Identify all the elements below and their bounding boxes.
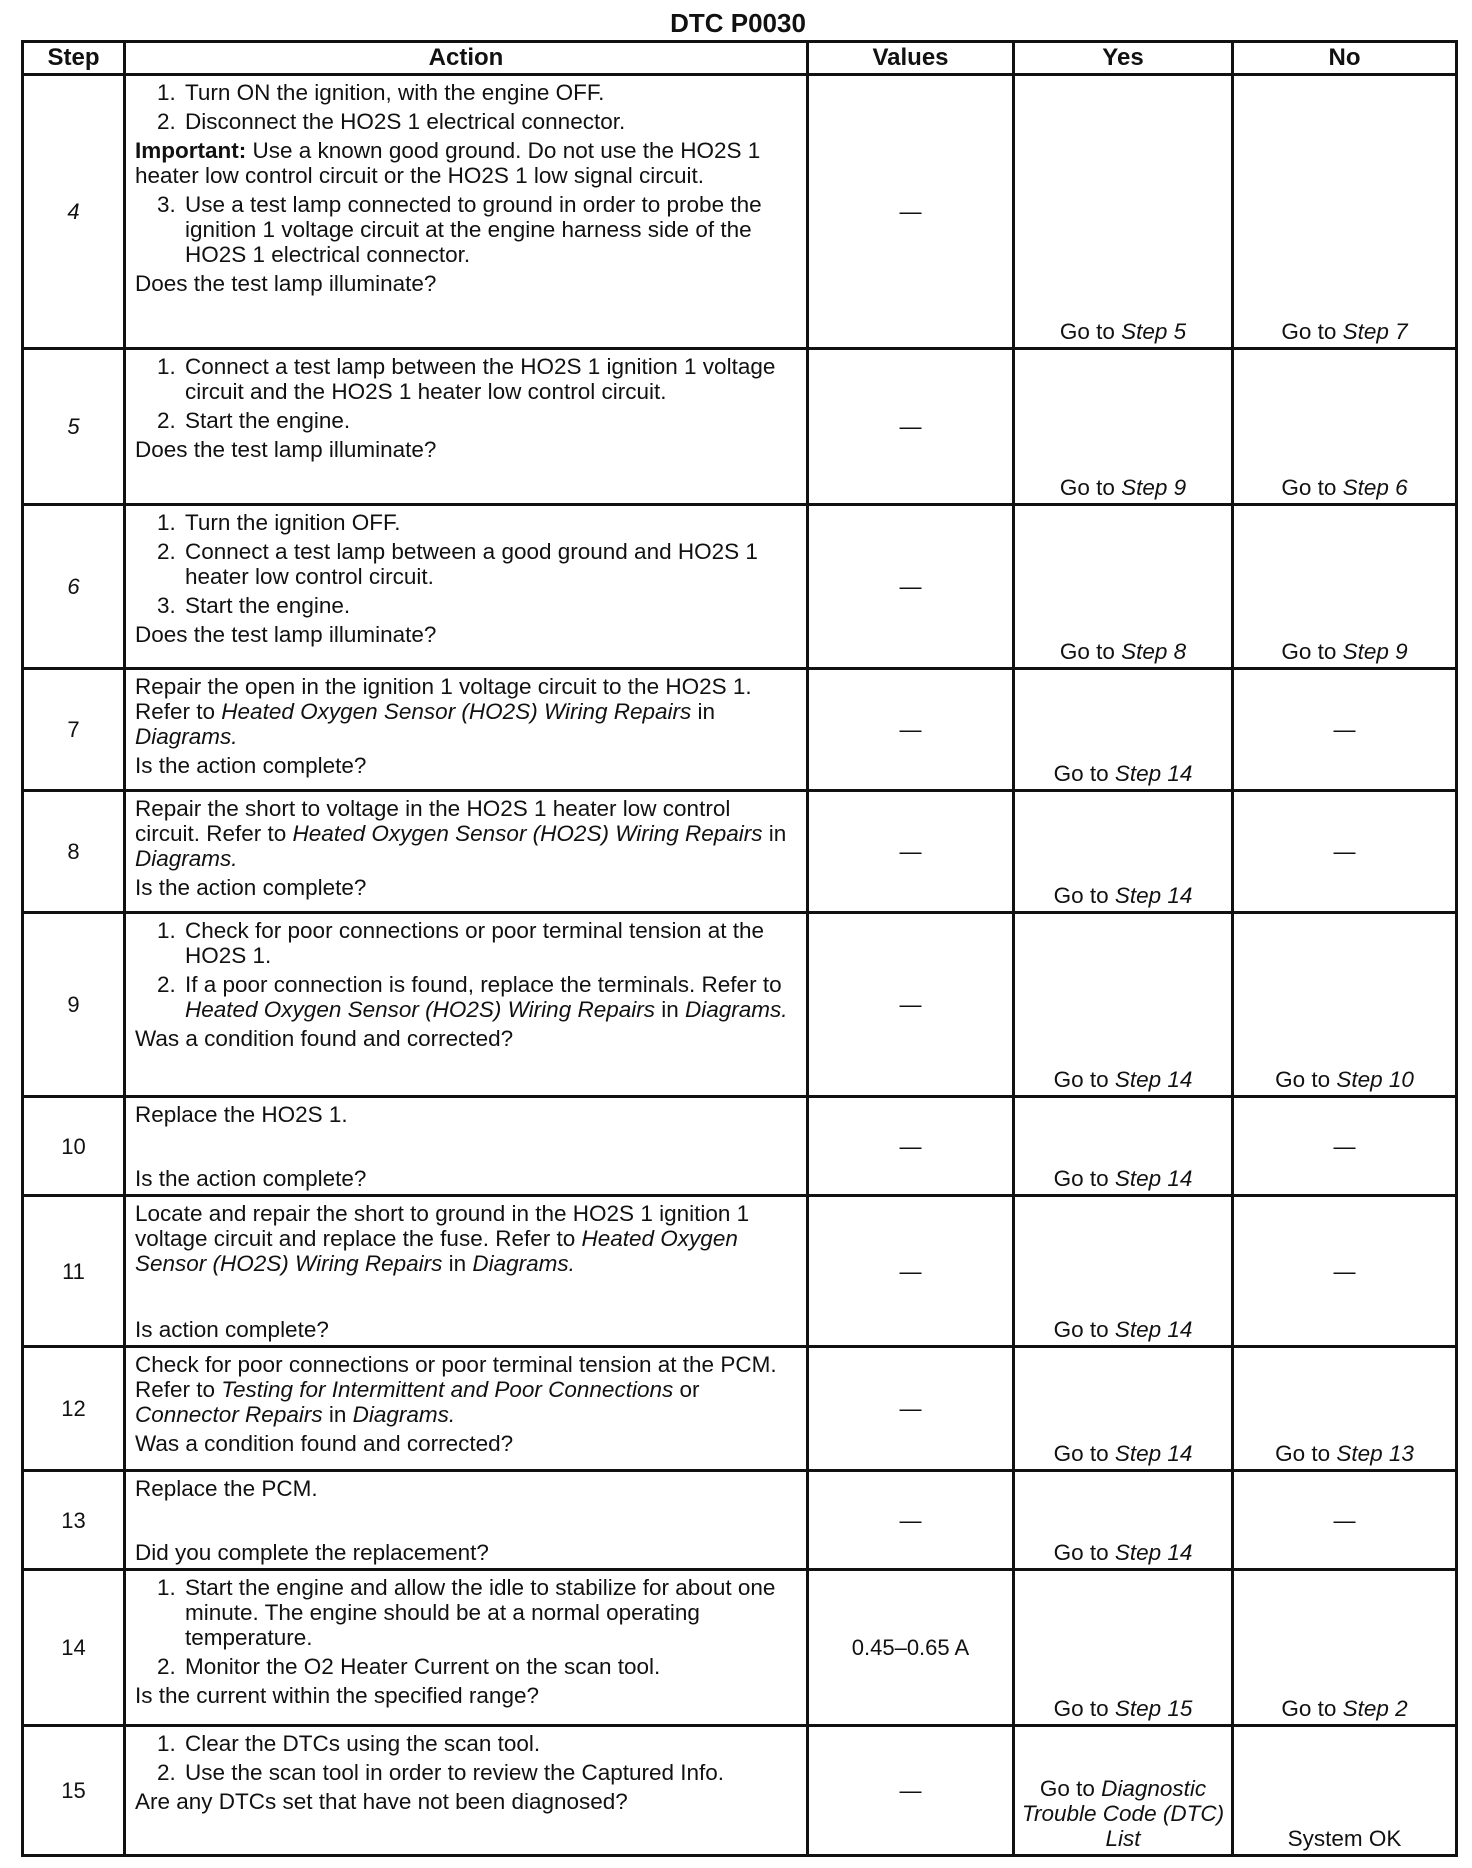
action-cell: [125, 913, 808, 1097]
step-number: 11: [23, 1196, 125, 1347]
no-cell: [1233, 75, 1457, 349]
no-step-link: Step 9: [1342, 639, 1408, 664]
header-no: No: [1233, 42, 1457, 75]
yes-cell: [1014, 505, 1233, 669]
reference-link: Testing for Intermittent and Poor Connections: [221, 1377, 674, 1402]
table-row-step-14: [23, 1570, 1457, 1726]
important-label: Important:: [135, 138, 247, 163]
action-question: Was a condition found and corrected?: [135, 1026, 514, 1051]
list-number: 3.: [157, 192, 176, 217]
table-row-step-15: [23, 1726, 1457, 1856]
value-cell: —: [808, 75, 1014, 349]
table-row-step-10: [23, 1097, 1457, 1196]
action-text: [135, 1201, 798, 1313]
no-cell: —: [1233, 1097, 1457, 1196]
step-number: 14: [23, 1570, 125, 1726]
yes-prefix: Go to: [1053, 1696, 1115, 1721]
action-text-part: in: [691, 699, 716, 724]
value-cell: —: [808, 913, 1014, 1097]
no-step-link: Step 7: [1342, 319, 1408, 344]
important-text: Use a known good ground. Do not use the HO2S 1 heater low control circuit or the HO2S 1 low signal circuit.: [135, 138, 761, 188]
table-row-step-6: [23, 505, 1457, 669]
action-question: Does the test lamp illuminate?: [135, 622, 437, 647]
header-action: Action: [125, 42, 808, 75]
action-item: Start the engine and allow the idle to stabilize for about one minute. The engine should be at a normal operating temperature.: [185, 1575, 776, 1650]
yes-cell: [1014, 1097, 1233, 1196]
action-cell: [125, 1570, 808, 1726]
action-text-part: or: [673, 1377, 700, 1402]
reference-link: Diagrams.: [135, 846, 238, 871]
action-body: [135, 1476, 798, 1565]
value-cell: —: [808, 669, 1014, 791]
yes-step-link: Step 15: [1114, 1696, 1193, 1721]
action-item: Check for poor connections or poor terminal tension at the HO2S 1.: [185, 918, 765, 968]
yes-step-link: Step 14: [1114, 883, 1193, 908]
action-question: Is the current within the specified range?: [135, 1683, 539, 1708]
no-cell: —: [1233, 791, 1457, 913]
yes-cell: [1014, 669, 1233, 791]
action-text: Replace the PCM.: [135, 1476, 318, 1501]
action-text-part: Repair the short to voltage in the HO2S 1 heater low control circuit. Refer to: [135, 796, 731, 846]
no-cell: [1233, 1570, 1457, 1726]
yes-prefix: Go to: [1059, 639, 1122, 664]
header-values: Values: [808, 42, 1014, 75]
table-row-step-11: [23, 1196, 1457, 1347]
step-number: 12: [23, 1347, 125, 1471]
header-yes: Yes: [1014, 42, 1233, 75]
step-number: 10: [23, 1097, 125, 1196]
table-row-step-12: [23, 1347, 1457, 1471]
action-body: [135, 1201, 798, 1342]
action-text-part: Locate and repair the short to ground in the HO2S 1 ignition 1 voltage circuit and replace the fuse. Refer to: [135, 1201, 750, 1251]
no-cell: [1233, 1347, 1457, 1471]
action-cell: [125, 1726, 808, 1856]
no-prefix: Go to: [1281, 1696, 1343, 1721]
diagnostic-table: [21, 40, 1458, 1857]
step-number: 13: [23, 1471, 125, 1570]
action-text-part: in: [654, 997, 685, 1022]
yes-cell: [1014, 1471, 1233, 1570]
action-cell: [125, 1196, 808, 1347]
action-text-part: Check for poor connections or poor terminal tension at the PCM. Refer to: [135, 1352, 777, 1402]
list-number: 1.: [157, 80, 176, 105]
list-number: 1.: [157, 1731, 176, 1756]
action-text: [135, 796, 798, 871]
yes-step-link: Step 14: [1114, 1166, 1193, 1191]
action-text: Replace the HO2S 1.: [135, 1102, 348, 1127]
step-number: 8: [23, 791, 125, 913]
step-number: 5: [23, 349, 125, 505]
no-cell: System OK: [1233, 1726, 1457, 1856]
action-text: [135, 1352, 798, 1427]
value-cell: 0.45–0.65 A: [808, 1570, 1014, 1726]
action-item: Start the engine.: [185, 408, 351, 433]
reference-link: Heated Oxygen Sensor (HO2S) Wiring Repairs: [221, 699, 692, 724]
action-item: Turn the ignition OFF.: [185, 510, 401, 535]
yes-cell: [1014, 1347, 1233, 1471]
reference-link: Connector Repairs: [135, 1402, 323, 1427]
yes-step-link: Step 14: [1114, 761, 1193, 786]
table-row-step-7: [23, 669, 1457, 791]
yes-step-link: Step 14: [1114, 1540, 1193, 1565]
table-row-step-8: [23, 791, 1457, 913]
value-cell: —: [808, 1097, 1014, 1196]
list-number: 1.: [157, 1575, 176, 1600]
no-prefix: Go to: [1281, 475, 1343, 500]
reference-link: Diagrams.: [135, 724, 238, 749]
reference-link: Heated Oxygen Sensor (HO2S) Wiring Repairs: [135, 1226, 738, 1276]
action-cell: [125, 1097, 808, 1196]
yes-step-link: Step 14: [1114, 1441, 1193, 1466]
no-cell: [1233, 913, 1457, 1097]
reference-link: Heated Oxygen Sensor (HO2S) Wiring Repairs: [292, 821, 763, 846]
action-question: Are any DTCs set that have not been diagnosed?: [135, 1789, 628, 1814]
list-number: 2.: [157, 1654, 176, 1679]
yes-step-link: Step 9: [1121, 475, 1187, 500]
list-number: 2.: [157, 972, 176, 997]
step-number: 15: [23, 1726, 125, 1856]
header-row: [23, 42, 1457, 75]
no-step-link: Step 6: [1342, 475, 1408, 500]
value-cell: —: [808, 349, 1014, 505]
no-prefix: Go to: [1281, 639, 1343, 664]
action-text: [135, 674, 798, 749]
action-item: Turn ON the ignition, with the engine OFF.: [185, 80, 605, 105]
step-number: 4: [23, 75, 125, 349]
action-question: Does the test lamp illuminate?: [135, 437, 437, 462]
list-number: 2.: [157, 539, 176, 564]
yes-prefix: Go to: [1059, 475, 1122, 500]
action-question: Is the action complete?: [135, 875, 367, 900]
no-cell: —: [1233, 669, 1457, 791]
value-cell: —: [808, 1726, 1014, 1856]
action-cell: [125, 349, 808, 505]
list-number: 1.: [157, 918, 176, 943]
step-number: 9: [23, 913, 125, 1097]
yes-cell: [1014, 75, 1233, 349]
yes-cell: [1014, 913, 1233, 1097]
list-number: 1.: [157, 510, 176, 535]
action-question: Is the action complete?: [135, 753, 367, 778]
yes-prefix: Go to: [1053, 1166, 1115, 1191]
no-prefix: Go to: [1281, 319, 1343, 344]
action-item: Connect a test lamp between the HO2S 1 ignition 1 voltage circuit and the HO2S 1 heater low control circuit.: [185, 354, 776, 404]
action-cell: [125, 669, 808, 791]
no-cell: [1233, 349, 1457, 505]
action-cell: [125, 1471, 808, 1570]
action-item: [185, 972, 798, 1022]
no-step-link: Step 13: [1336, 1441, 1414, 1466]
action-item: Monitor the O2 Heater Current on the scan tool.: [185, 1654, 661, 1679]
step-number: 7: [23, 669, 125, 791]
yes-step-link: Step 5: [1121, 319, 1187, 344]
list-number: 2.: [157, 1760, 176, 1785]
reference-link: Diagrams.: [472, 1251, 575, 1276]
important-note: [135, 138, 798, 188]
value-cell: —: [808, 505, 1014, 669]
table-row-step-13: [23, 1471, 1457, 1570]
action-item: Disconnect the HO2S 1 electrical connector.: [185, 109, 626, 134]
action-text-part: in: [322, 1402, 353, 1427]
reference-link: Heated Oxygen Sensor (HO2S) Wiring Repairs: [185, 997, 655, 1022]
action-text-part: in: [762, 821, 787, 846]
no-prefix: Go to: [1275, 1441, 1337, 1466]
value-cell: —: [808, 1471, 1014, 1570]
yes-prefix: Go to: [1053, 761, 1115, 786]
yes-step-link: Step 8: [1121, 639, 1187, 664]
step-number: 6: [23, 505, 125, 669]
yes-step-link: Step 14: [1114, 1317, 1193, 1342]
yes-cell: [1014, 791, 1233, 913]
action-cell: [125, 505, 808, 669]
no-cell: —: [1233, 1471, 1457, 1570]
action-text-part: If a poor connection is found, replace the terminals. Refer to: [185, 972, 782, 997]
value-cell: —: [808, 1196, 1014, 1347]
action-text-part: Repair the open in the ignition 1 voltage circuit to the HO2S 1. Refer to: [135, 674, 752, 724]
document: [21, 6, 1455, 1857]
yes-step-link: Step 14: [1114, 1067, 1193, 1092]
yes-step-link: Diagnostic Trouble Code (DTC) List: [1021, 1776, 1225, 1851]
list-number: 2.: [157, 408, 176, 433]
no-cell: [1233, 505, 1457, 669]
no-prefix: Go to: [1275, 1067, 1337, 1092]
reference-link: Diagrams.: [685, 997, 788, 1022]
action-question: Does the test lamp illuminate?: [135, 271, 437, 296]
action-question: Is the action complete?: [135, 1166, 367, 1191]
action-item: Use a test lamp connected to ground in order to probe the ignition 1 voltage circuit at the engine harness side of the HO2S 1 electrical connector.: [185, 192, 762, 267]
action-question: Was a condition found and corrected?: [135, 1431, 514, 1456]
yes-prefix: Go to: [1053, 1441, 1115, 1466]
action-cell: [125, 75, 808, 349]
action-item: Use the scan tool in order to review the Captured Info.: [185, 1760, 725, 1785]
yes-prefix: Go to: [1053, 1317, 1115, 1342]
action-text-part: in: [442, 1251, 473, 1276]
yes-prefix: Go to: [1053, 1540, 1115, 1565]
action-item: Start the engine.: [185, 593, 351, 618]
action-question: Is action complete?: [135, 1317, 329, 1342]
value-cell: —: [808, 1347, 1014, 1471]
value-cell: —: [808, 791, 1014, 913]
yes-cell: [1014, 1570, 1233, 1726]
yes-cell: [1014, 349, 1233, 505]
no-step-link: Step 2: [1342, 1696, 1408, 1721]
yes-prefix: Go to: [1053, 883, 1115, 908]
no-cell: —: [1233, 1196, 1457, 1347]
header-step: Step: [23, 42, 125, 75]
list-number: 2.: [157, 109, 176, 134]
action-cell: [125, 791, 808, 913]
list-number: 1.: [157, 354, 176, 379]
yes-cell: [1014, 1726, 1233, 1856]
action-cell: [125, 1347, 808, 1471]
action-item: Connect a test lamp between a good ground and HO2S 1 heater low control circuit.: [185, 539, 758, 589]
action-body: [135, 1102, 798, 1191]
table-row-step-5: [23, 349, 1457, 505]
reference-link: Diagrams.: [352, 1402, 456, 1427]
action-question: Did you complete the replacement?: [135, 1540, 489, 1565]
yes-prefix: Go to: [1059, 319, 1122, 344]
yes-cell: [1014, 1196, 1233, 1347]
action-item: Clear the DTCs using the scan tool.: [185, 1731, 541, 1756]
no-step-link: Step 10: [1336, 1067, 1414, 1092]
yes-prefix: Go to: [1053, 1067, 1115, 1092]
table-row-step-9: [23, 913, 1457, 1097]
table-row-step-4: [23, 75, 1457, 349]
yes-prefix: Go to: [1039, 1776, 1102, 1801]
list-number: 3.: [157, 593, 176, 618]
page-title: DTC P0030: [670, 8, 806, 38]
